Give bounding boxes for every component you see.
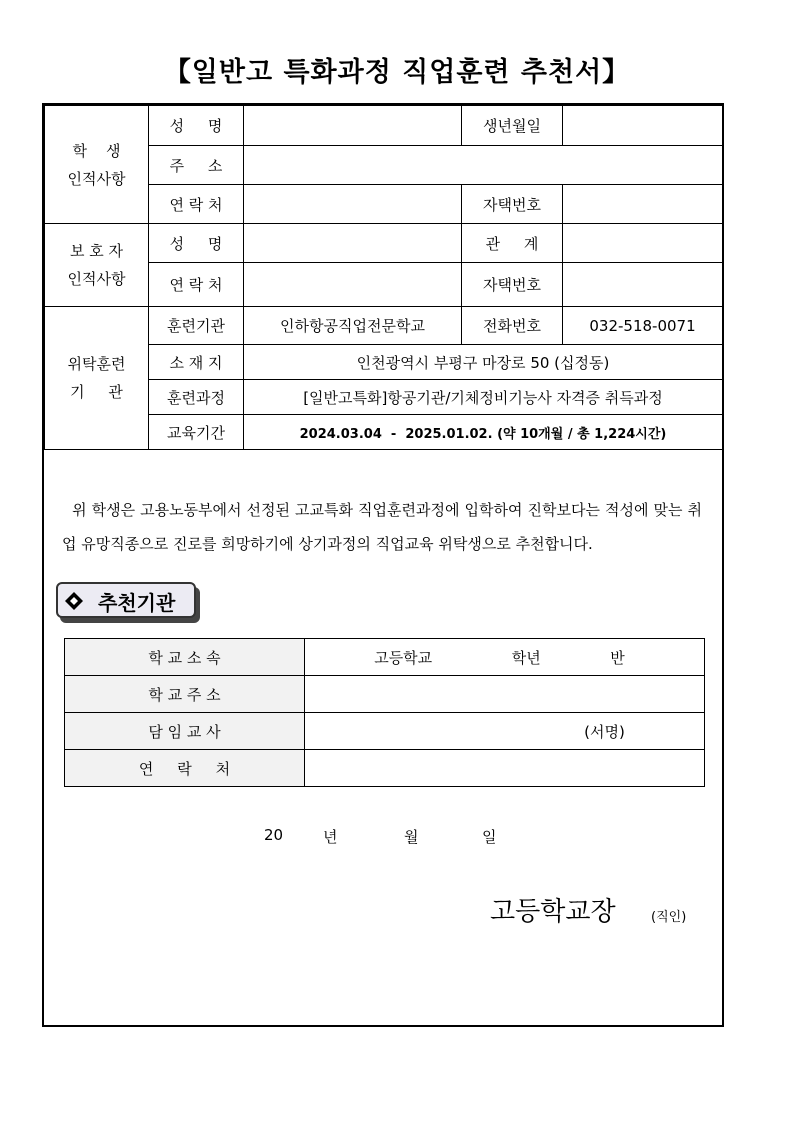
- date-year: 20: [264, 826, 284, 844]
- school-field[interactable]: [305, 639, 705, 676]
- class-suffix: 반: [610, 648, 625, 667]
- info-table: [44, 105, 723, 450]
- teacher-field[interactable]: [305, 713, 705, 750]
- school-suffix: 고등학교: [374, 648, 433, 667]
- student-birth-label: 생년월일: [462, 106, 563, 146]
- school-label: 학 교 소 속: [65, 639, 305, 676]
- student-name-field[interactable]: [244, 106, 462, 146]
- institution-period-value: 2024.03.04 - 2025.01.02. (약 10개월 / 총 1,224시간): [244, 415, 723, 450]
- institution-course-label: 훈련과정: [149, 380, 244, 415]
- institution-section-label: 위탁훈련 기 관: [45, 307, 149, 450]
- guardian-contact-field[interactable]: [244, 263, 462, 307]
- recommender-badge-label: 추천기관: [98, 591, 176, 615]
- teacher-label: 담 임 교 사: [65, 713, 305, 750]
- student-name-label: 성 명: [149, 106, 244, 146]
- guardian-name-field[interactable]: [244, 224, 462, 263]
- institution-location-label: 소 재 지: [149, 345, 244, 380]
- date-month-unit: 월: [404, 828, 419, 846]
- official-seal-mark: (직인): [651, 910, 687, 925]
- student-home-phone-label: 자택번호: [462, 185, 563, 224]
- student-address-field[interactable]: [244, 146, 723, 185]
- school-address-label: 학 교 주 소: [65, 676, 305, 713]
- guardian-home-phone-field[interactable]: [563, 263, 723, 307]
- guardian-name-label: 성 명: [149, 224, 244, 263]
- recommender-table: [64, 638, 705, 787]
- recommender-badge: [56, 582, 196, 618]
- guardian-home-phone-label: 자택번호: [462, 263, 563, 307]
- student-address-label: 주 소: [149, 146, 244, 185]
- guardian-relation-field[interactable]: [563, 224, 723, 263]
- student-home-phone-field[interactable]: [563, 185, 723, 224]
- recommender-contact-field[interactable]: [305, 750, 705, 787]
- institution-org-value: 인하항공직업전문학교: [244, 307, 462, 345]
- recommendation-statement: 위 학생은 고용노동부에서 선정된 고교특화 직업훈련과정에 입학하여 진학보다는 적성에 맞는 취업 유망직종으로 진로를 희망하기에 상기과정의 직업교육 위탁생으로 추천합니다.: [62, 501, 702, 553]
- student-section-label: 학 생 인적사항: [45, 106, 149, 224]
- document-title: 【일반고 특화과정 직업훈련 추천서】: [163, 57, 631, 88]
- date-day-unit: 일: [482, 828, 497, 846]
- grade-suffix: 학년: [511, 648, 541, 667]
- recommender-contact-label: 연 락 처: [65, 750, 305, 787]
- institution-phone-value: 032-518-0071: [563, 307, 723, 345]
- date-year-unit: 년: [323, 828, 338, 846]
- institution-period-label: 교육기간: [149, 415, 244, 450]
- institution-org-label: 훈련기관: [149, 307, 244, 345]
- student-birth-field[interactable]: [563, 106, 723, 146]
- student-contact-field[interactable]: [244, 185, 462, 224]
- institution-course-value: [일반고특화]항공기관/기체정비기능사 자격증 취득과정: [244, 380, 723, 415]
- diamond-icon: [65, 592, 83, 610]
- institution-location-value: 인천광역시 부평구 마장로 50 (십정동): [244, 345, 723, 380]
- principal-signature: 고등학교장: [490, 897, 616, 927]
- guardian-relation-label: 관 계: [462, 224, 563, 263]
- guardian-contact-label: 연 락 처: [149, 263, 244, 307]
- guardian-section-label: 보 호 자 인적사항: [45, 224, 149, 307]
- student-contact-label: 연 락 처: [149, 185, 244, 224]
- teacher-sign-mark: (서명): [584, 722, 625, 741]
- institution-phone-label: 전화번호: [462, 307, 563, 345]
- school-address-field[interactable]: [305, 676, 705, 713]
